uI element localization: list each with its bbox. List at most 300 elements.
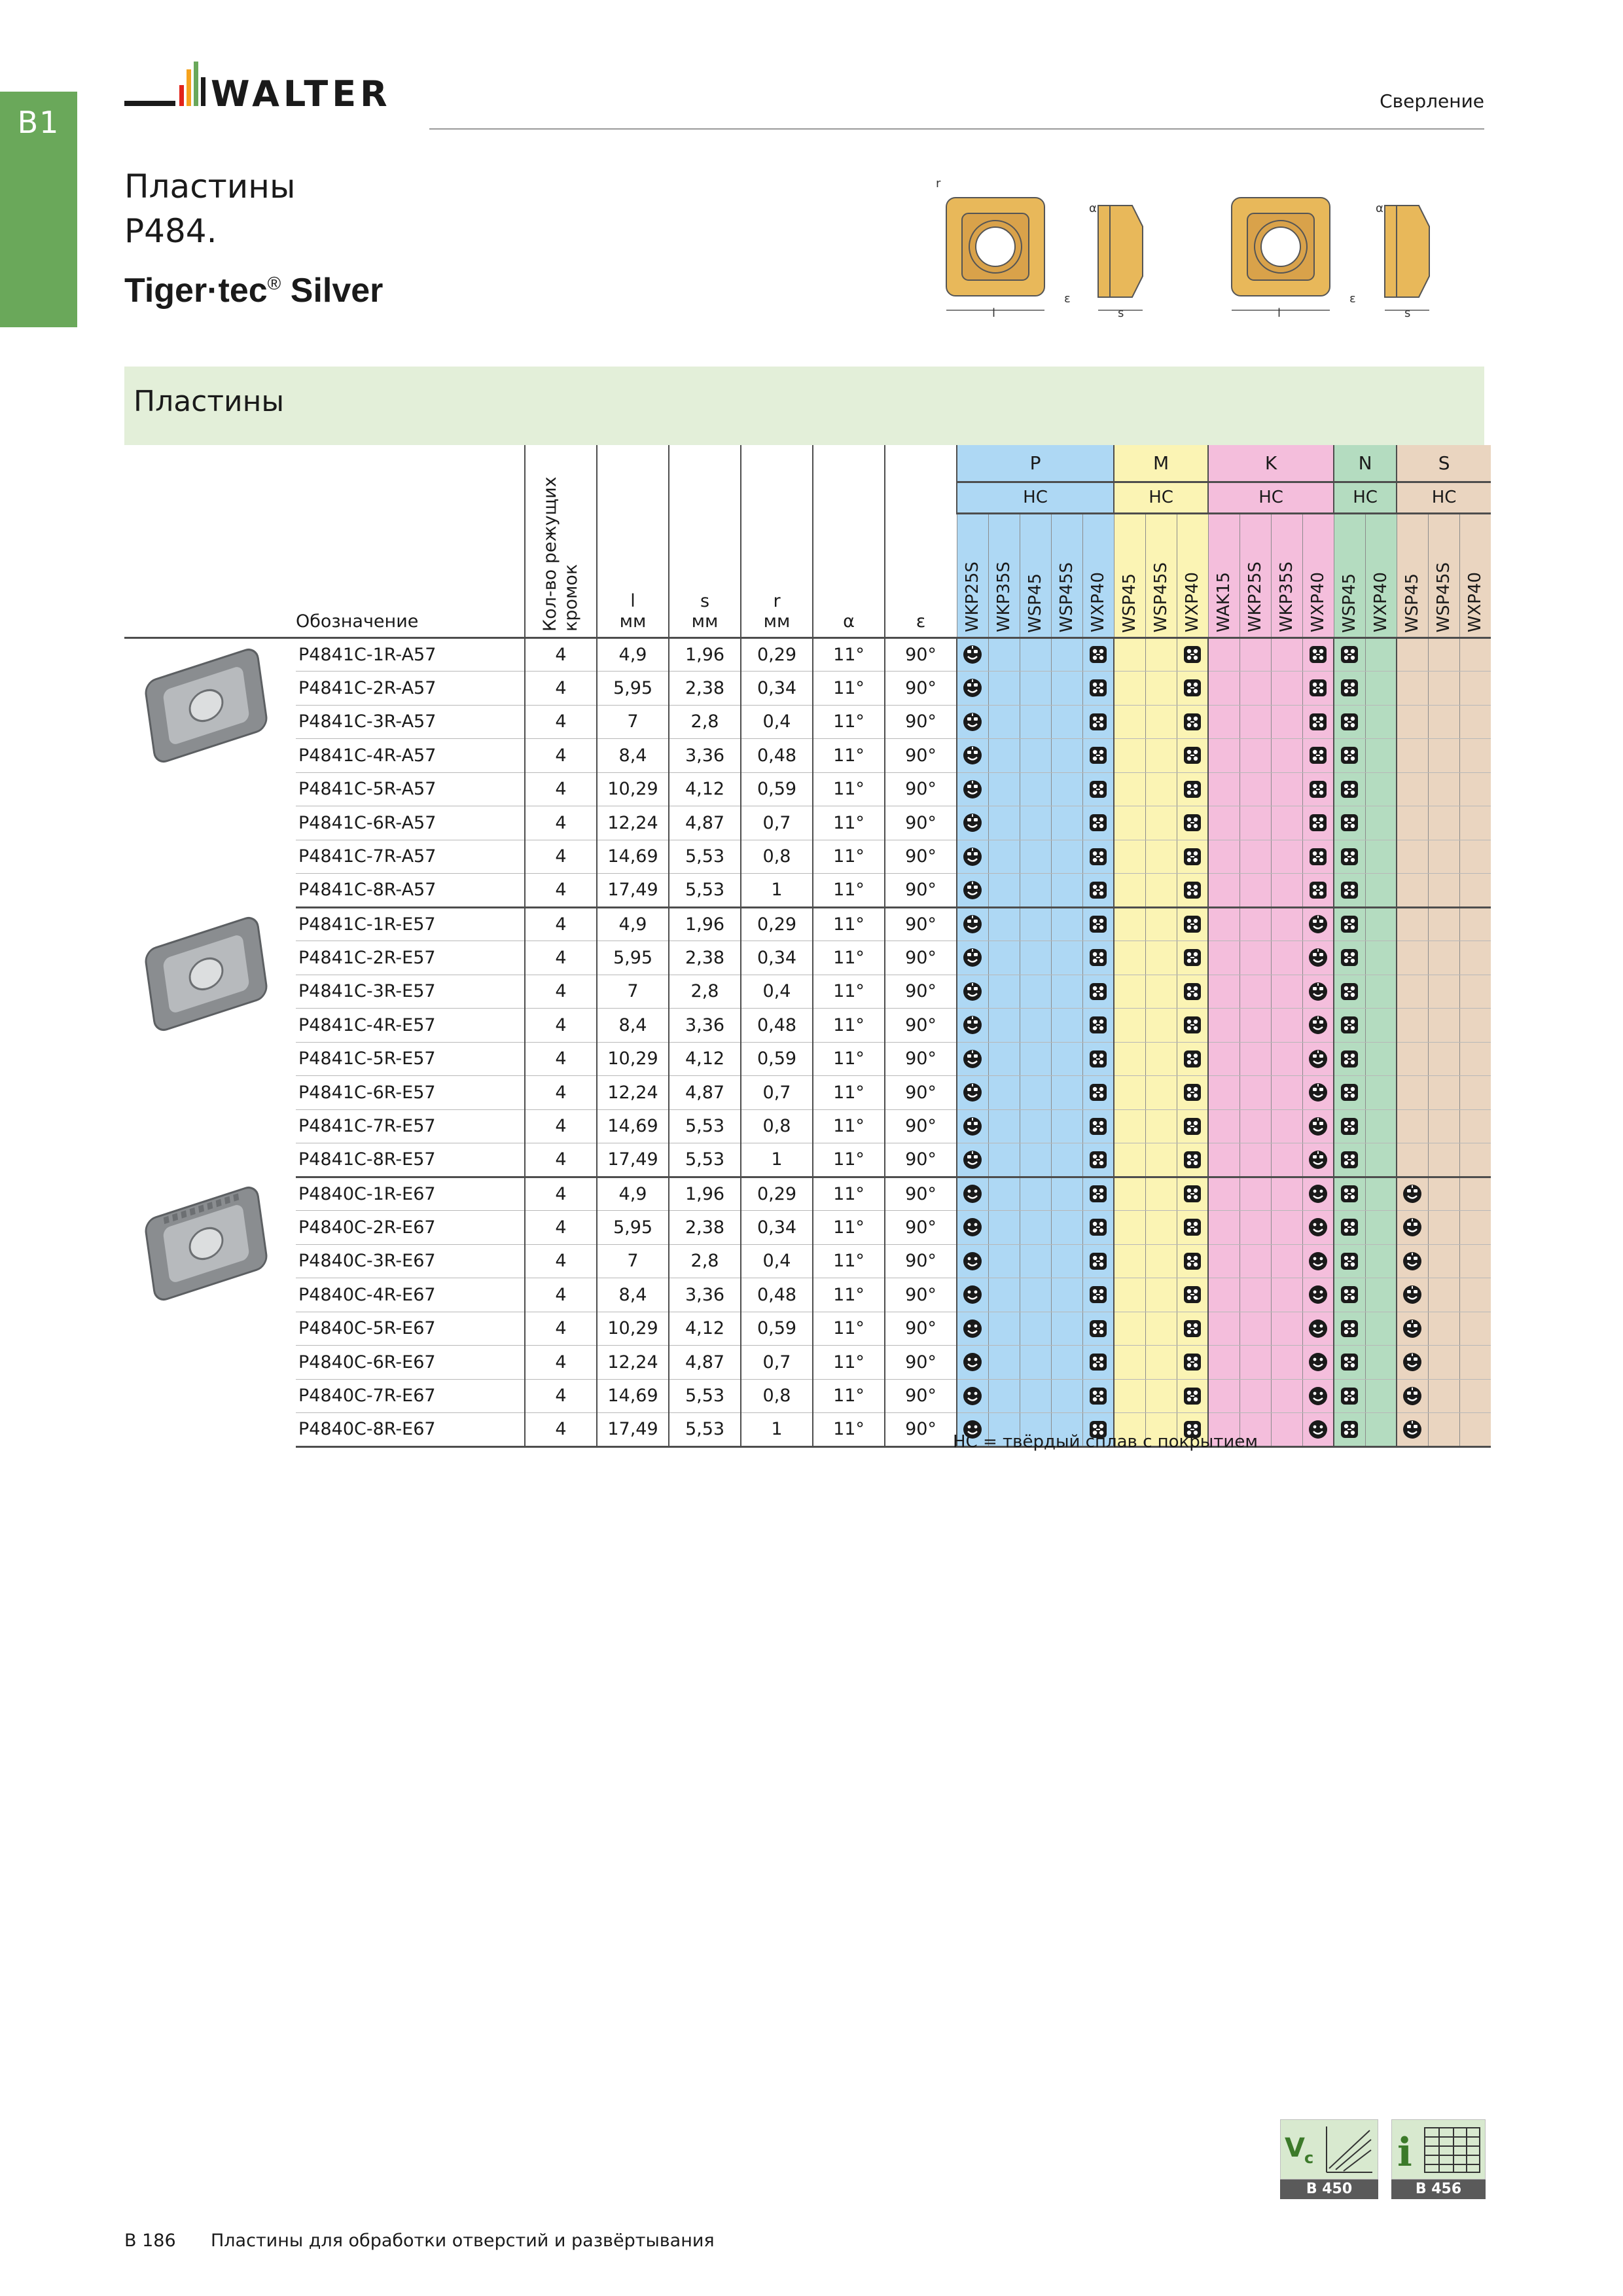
grade-cell-m-wsp45s xyxy=(1145,1177,1177,1211)
grade-cell-s-wxp40 xyxy=(1459,1076,1491,1110)
grade-cell-n-wsp45 xyxy=(1334,907,1365,941)
grade-cell-p-wxp40 xyxy=(1082,840,1114,874)
cell-edges: 4 xyxy=(525,637,597,672)
other-application-icon xyxy=(1181,1283,1204,1306)
grade-cell-m-wsp45s xyxy=(1145,1042,1177,1076)
grade-cell-k-wkp25s xyxy=(1240,772,1271,806)
cell-alpha: 11° xyxy=(813,975,885,1009)
secondary-application-icon xyxy=(961,1250,984,1272)
cell-alpha: 11° xyxy=(813,1042,885,1076)
grade-cell-p-wsp45 xyxy=(1020,739,1051,773)
other-application-icon xyxy=(1307,812,1329,834)
grade-cell-p-wxp40 xyxy=(1082,1312,1114,1346)
other-application-icon xyxy=(1181,1216,1204,1238)
cell-eps: 90° xyxy=(885,1042,957,1076)
grade-cell-p-wkp25s xyxy=(957,705,988,739)
table-row xyxy=(124,1312,1491,1346)
cell-edges: 4 xyxy=(525,1143,597,1177)
table-row xyxy=(124,1413,1491,1447)
other-application-icon xyxy=(1338,946,1361,969)
grade-cell-n-wxp40 xyxy=(1365,1413,1397,1447)
cell-s: 4,12 xyxy=(669,1042,741,1076)
cell-r: 1 xyxy=(741,874,813,908)
main-application-icon xyxy=(961,643,984,666)
grade-cell-p-wsp45s xyxy=(1051,1109,1082,1143)
cell-eps: 90° xyxy=(885,1312,957,1346)
cell-edges: 4 xyxy=(525,840,597,874)
grade-cell-k-wak15 xyxy=(1208,1177,1240,1211)
grade-cell-s-wsp45 xyxy=(1397,1244,1428,1278)
grade-cell-m-wsp45s xyxy=(1145,975,1177,1009)
grade-cell-p-wkp35s xyxy=(988,772,1020,806)
grade-cell-k-wkp25s xyxy=(1240,874,1271,908)
grade-cell-k-wxp40 xyxy=(1302,739,1334,773)
cell-eps: 90° xyxy=(885,1109,957,1143)
material-hc-k: HC xyxy=(1208,482,1334,513)
grade-cell-m-wxp40 xyxy=(1177,1009,1208,1043)
other-application-icon xyxy=(1338,677,1361,699)
grade-cell-n-wxp40 xyxy=(1365,1346,1397,1380)
grade-cell-k-wak15 xyxy=(1208,1076,1240,1110)
cell-l: 8,4 xyxy=(597,1278,669,1312)
cell-r: 0,4 xyxy=(741,705,813,739)
other-application-icon xyxy=(1087,913,1109,935)
other-application-icon xyxy=(1181,846,1204,868)
grade-cell-p-wkp25s xyxy=(957,975,988,1009)
main-application-icon xyxy=(1401,1283,1423,1306)
grade-cell-k-wkp25s xyxy=(1240,672,1271,706)
cell-alpha: 11° xyxy=(813,1177,885,1211)
table-row xyxy=(124,975,1491,1009)
grade-cell-k-wxp40 xyxy=(1302,637,1334,672)
grade-cell-m-wsp45 xyxy=(1114,1009,1145,1043)
cell-alpha: 11° xyxy=(813,772,885,806)
grade-cell-n-wxp40 xyxy=(1365,772,1397,806)
secondary-application-icon xyxy=(961,1318,984,1340)
cell-r: 1 xyxy=(741,1413,813,1447)
grade-cell-m-wxp40 xyxy=(1177,1042,1208,1076)
grade-cell-s-wsp45s xyxy=(1428,739,1459,773)
other-application-icon xyxy=(1338,711,1361,733)
grade-cell-p-wsp45s xyxy=(1051,1009,1082,1043)
grade-cell-p-wsp45 xyxy=(1020,806,1051,840)
grade-cell-k-wkp25s xyxy=(1240,739,1271,773)
grade-cell-m-wsp45 xyxy=(1114,1278,1145,1312)
grade-cell-k-wkp35s xyxy=(1271,1009,1302,1043)
grade-cell-p-wxp40 xyxy=(1082,907,1114,941)
grade-cell-m-wsp45 xyxy=(1114,1076,1145,1110)
cell-alpha: 11° xyxy=(813,1379,885,1413)
grade-cell-p-wsp45s xyxy=(1051,1379,1082,1413)
grade-cell-m-wsp45s xyxy=(1145,772,1177,806)
cell-l: 17,49 xyxy=(597,1413,669,1447)
material-hc-m: HC xyxy=(1114,482,1208,513)
grade-cell-s-wsp45s xyxy=(1428,1379,1459,1413)
cell-s: 2,38 xyxy=(669,1211,741,1245)
section-label: Сверление xyxy=(1380,90,1484,112)
grade-cell-k-wkp25s xyxy=(1240,806,1271,840)
grade-cell-s-wsp45 xyxy=(1397,941,1428,975)
cell-eps: 90° xyxy=(885,874,957,908)
info-reference[interactable] xyxy=(1391,2119,1486,2199)
grade-cell-p-wxp40 xyxy=(1082,1009,1114,1043)
secondary-application-icon xyxy=(961,1216,984,1238)
grade-cell-p-wsp45 xyxy=(1020,637,1051,672)
grade-cell-p-wkp35s xyxy=(988,840,1020,874)
cell-alpha: 11° xyxy=(813,1278,885,1312)
grade-cell-m-wxp40 xyxy=(1177,907,1208,941)
grade-cell-n-wxp40 xyxy=(1365,874,1397,908)
main-application-icon xyxy=(961,1115,984,1138)
header-r: r мм xyxy=(741,445,813,637)
grade-cell-k-wak15 xyxy=(1208,705,1240,739)
grade-cell-p-wsp45 xyxy=(1020,874,1051,908)
other-application-icon xyxy=(1181,677,1204,699)
grade-cell-n-wxp40 xyxy=(1365,1177,1397,1211)
grade-cell-n-wxp40 xyxy=(1365,806,1397,840)
cell-l: 5,95 xyxy=(597,672,669,706)
table-row xyxy=(124,739,1491,773)
cell-edges: 4 xyxy=(525,1042,597,1076)
grade-cell-m-wsp45 xyxy=(1114,1379,1145,1413)
other-application-icon xyxy=(1181,879,1204,901)
cell-l: 12,24 xyxy=(597,1346,669,1380)
other-application-icon xyxy=(1087,1250,1109,1272)
grade-cell-p-wkp25s xyxy=(957,1312,988,1346)
other-application-icon xyxy=(1338,1385,1361,1407)
cell-edges: 4 xyxy=(525,1413,597,1447)
grade-cell-k-wxp40 xyxy=(1302,975,1334,1009)
other-application-icon xyxy=(1338,1014,1361,1036)
other-application-icon xyxy=(1338,846,1361,868)
grade-cell-p-wsp45s xyxy=(1051,1278,1082,1312)
grade-cell-s-wsp45 xyxy=(1397,637,1428,672)
grade-cell-p-wkp25s xyxy=(957,1379,988,1413)
other-application-icon xyxy=(1307,744,1329,766)
grade-cell-k-wkp35s xyxy=(1271,1211,1302,1245)
grade-cell-s-wsp45s xyxy=(1428,1278,1459,1312)
grade-cell-n-wxp40 xyxy=(1365,1042,1397,1076)
grade-cell-p-wsp45s xyxy=(1051,1312,1082,1346)
grade-cell-m-wxp40 xyxy=(1177,1211,1208,1245)
cell-r: 0,29 xyxy=(741,1177,813,1211)
cell-edges: 4 xyxy=(525,975,597,1009)
grade-cell-s-wxp40 xyxy=(1459,874,1491,908)
cutting-data-reference[interactable] xyxy=(1280,2119,1378,2199)
grade-cell-k-wkp25s xyxy=(1240,1177,1271,1211)
grade-cell-k-wxp40 xyxy=(1302,874,1334,908)
grade-cell-n-wsp45 xyxy=(1334,1278,1365,1312)
material-group-k: K xyxy=(1208,445,1334,482)
grade-cell-p-wxp40 xyxy=(1082,975,1114,1009)
grade-cell-p-wxp40 xyxy=(1082,1143,1114,1177)
table-row xyxy=(124,1346,1491,1380)
grade-cell-p-wxp40 xyxy=(1082,772,1114,806)
main-application-icon xyxy=(1307,946,1329,969)
other-application-icon xyxy=(1181,1048,1204,1070)
other-application-icon xyxy=(1087,812,1109,834)
cell-s: 2,8 xyxy=(669,705,741,739)
grade-cell-p-wkp35s xyxy=(988,1042,1020,1076)
grade-cell-p-wkp35s xyxy=(988,705,1020,739)
cell-alpha: 11° xyxy=(813,806,885,840)
table-body xyxy=(124,637,1491,1446)
other-application-icon xyxy=(1087,1216,1109,1238)
grade-cell-s-wsp45 xyxy=(1397,1278,1428,1312)
grade-cell-k-wkp25s xyxy=(1240,1211,1271,1245)
grade-header-p-wkp35s: WKP35S xyxy=(988,513,1020,637)
inserts-table xyxy=(124,445,1491,1448)
cell-l: 14,69 xyxy=(597,840,669,874)
grade-cell-n-wxp40 xyxy=(1365,637,1397,672)
grade-cell-p-wkp25s xyxy=(957,1278,988,1312)
cell-r: 0,8 xyxy=(741,1379,813,1413)
svg-text:c: c xyxy=(1304,2149,1314,2167)
other-application-icon xyxy=(1181,643,1204,666)
main-application-icon xyxy=(961,711,984,733)
grade-cell-k-wak15 xyxy=(1208,1042,1240,1076)
cell-r: 0,29 xyxy=(741,637,813,672)
grade-cell-s-wxp40 xyxy=(1459,1211,1491,1245)
grade-cell-s-wsp45s xyxy=(1428,1346,1459,1380)
other-application-icon xyxy=(1087,711,1109,733)
grade-cell-s-wxp40 xyxy=(1459,672,1491,706)
grade-cell-k-wxp40 xyxy=(1302,1076,1334,1110)
grade-cell-p-wsp45s xyxy=(1051,1346,1082,1380)
grade-cell-p-wkp35s xyxy=(988,672,1020,706)
grade-cell-s-wxp40 xyxy=(1459,1346,1491,1380)
main-application-icon xyxy=(961,778,984,800)
cell-r: 0,4 xyxy=(741,975,813,1009)
secondary-application-icon xyxy=(961,1351,984,1373)
grade-cell-s-wsp45 xyxy=(1397,1042,1428,1076)
grade-cell-p-wkp35s xyxy=(988,1009,1020,1043)
grade-cell-m-wxp40 xyxy=(1177,672,1208,706)
grade-cell-m-wsp45 xyxy=(1114,772,1145,806)
material-group-n: N xyxy=(1334,445,1397,482)
cell-s: 4,12 xyxy=(669,1312,741,1346)
table-row xyxy=(124,907,1491,941)
grade-cell-s-wxp40 xyxy=(1459,739,1491,773)
cell-alpha: 11° xyxy=(813,1109,885,1143)
grade-cell-n-wxp40 xyxy=(1365,1244,1397,1278)
grade-cell-p-wxp40 xyxy=(1082,1076,1114,1110)
table-row xyxy=(124,941,1491,975)
cell-designation: P4841C-2R-E57 xyxy=(296,941,525,975)
grade-cell-m-wsp45s xyxy=(1145,874,1177,908)
table-row xyxy=(124,1244,1491,1278)
header-divider xyxy=(429,128,1484,130)
grade-cell-p-wkp35s xyxy=(988,806,1020,840)
grade-header-m-wsp45: WSP45 xyxy=(1114,513,1145,637)
cell-designation: P4841C-5R-A57 xyxy=(296,772,525,806)
grade-cell-n-wsp45 xyxy=(1334,941,1365,975)
cell-eps: 90° xyxy=(885,840,957,874)
cell-l: 10,29 xyxy=(597,1312,669,1346)
cell-edges: 4 xyxy=(525,941,597,975)
grade-cell-s-wsp45 xyxy=(1397,672,1428,706)
cell-s: 5,53 xyxy=(669,1379,741,1413)
main-application-icon xyxy=(961,744,984,766)
grade-cell-m-wsp45 xyxy=(1114,1346,1145,1380)
cell-r: 0,59 xyxy=(741,1312,813,1346)
cell-designation: P4841C-1R-A57 xyxy=(296,637,525,672)
grade-cell-m-wxp40 xyxy=(1177,1143,1208,1177)
table-row xyxy=(124,1042,1491,1076)
grade-cell-m-wsp45s xyxy=(1145,1211,1177,1245)
other-application-icon xyxy=(1338,1250,1361,1272)
grade-cell-k-wkp35s xyxy=(1271,1312,1302,1346)
grade-cell-p-wxp40 xyxy=(1082,637,1114,672)
header-designation: Обозначение xyxy=(296,445,525,637)
material-group-m: M xyxy=(1114,445,1208,482)
hc-footnote: HC = твёрдый сплав с покрытием xyxy=(953,1432,1258,1452)
grade-cell-s-wsp45s xyxy=(1428,874,1459,908)
grade-cell-m-wxp40 xyxy=(1177,1312,1208,1346)
cell-edges: 4 xyxy=(525,907,597,941)
other-application-icon xyxy=(1338,643,1361,666)
grade-cell-n-wxp40 xyxy=(1365,1009,1397,1043)
grade-cell-k-wak15 xyxy=(1208,1143,1240,1177)
other-application-icon xyxy=(1087,778,1109,800)
grade-cell-s-wxp40 xyxy=(1459,1009,1491,1043)
grade-cell-p-wkp25s xyxy=(957,941,988,975)
grade-cell-k-wxp40 xyxy=(1302,1143,1334,1177)
grade-cell-m-wsp45s xyxy=(1145,1346,1177,1380)
cell-edges: 4 xyxy=(525,1244,597,1278)
grade-cell-p-wsp45s xyxy=(1051,672,1082,706)
insert-photo-icon xyxy=(124,1183,288,1301)
other-application-icon xyxy=(1181,1318,1204,1340)
grade-cell-m-wsp45s xyxy=(1145,739,1177,773)
grade-cell-k-wkp25s xyxy=(1240,705,1271,739)
cell-edges: 4 xyxy=(525,772,597,806)
secondary-application-icon xyxy=(1307,1216,1329,1238)
grade-cell-p-wxp40 xyxy=(1082,672,1114,706)
grade-cell-p-wkp25s xyxy=(957,672,988,706)
grade-cell-n-wxp40 xyxy=(1365,975,1397,1009)
grade-cell-n-wsp45 xyxy=(1334,1413,1365,1447)
cell-eps: 90° xyxy=(885,1143,957,1177)
svg-text:i: i xyxy=(1397,2130,1412,2176)
main-application-icon xyxy=(1307,1048,1329,1070)
grade-cell-n-wxp40 xyxy=(1365,739,1397,773)
grade-cell-p-wsp45s xyxy=(1051,1177,1082,1211)
grade-cell-k-wxp40 xyxy=(1302,1042,1334,1076)
grade-cell-m-wxp40 xyxy=(1177,941,1208,975)
grade-cell-s-wsp45s xyxy=(1428,806,1459,840)
table-header xyxy=(124,445,1491,637)
cell-eps: 90° xyxy=(885,705,957,739)
grade-cell-k-wxp40 xyxy=(1302,941,1334,975)
grade-cell-m-wsp45 xyxy=(1114,1211,1145,1245)
grade-cell-p-wkp35s xyxy=(988,907,1020,941)
other-application-icon xyxy=(1307,846,1329,868)
main-application-icon xyxy=(1307,980,1329,1003)
grade-cell-p-wkp35s xyxy=(988,1143,1020,1177)
other-application-icon xyxy=(1307,677,1329,699)
cutting-data-icon xyxy=(1281,2120,1378,2179)
grade-cell-s-wsp45 xyxy=(1397,1143,1428,1177)
cell-edges: 4 xyxy=(525,1109,597,1143)
grade-cell-k-wxp40 xyxy=(1302,1009,1334,1043)
grade-cell-k-wkp25s xyxy=(1240,1244,1271,1278)
cell-alpha: 11° xyxy=(813,907,885,941)
grade-header-m-wsp45s: WSP45S xyxy=(1145,513,1177,637)
cell-s: 1,96 xyxy=(669,1177,741,1211)
cell-eps: 90° xyxy=(885,1244,957,1278)
grade-cell-p-wkp35s xyxy=(988,1244,1020,1278)
grade-cell-p-wsp45s xyxy=(1051,1244,1082,1278)
grade-cell-m-wsp45s xyxy=(1145,1076,1177,1110)
grade-cell-n-wsp45 xyxy=(1334,1177,1365,1211)
grade-cell-p-wkp35s xyxy=(988,1076,1020,1110)
cell-designation: P4841C-8R-A57 xyxy=(296,874,525,908)
grade-cell-p-wsp45s xyxy=(1051,806,1082,840)
cell-designation: P4840C-2R-E67 xyxy=(296,1211,525,1245)
grade-cell-s-wsp45 xyxy=(1397,907,1428,941)
svg-text:α: α xyxy=(1376,202,1383,215)
cell-s: 5,53 xyxy=(669,1413,741,1447)
grade-cell-m-wsp45s xyxy=(1145,1143,1177,1177)
grade-cell-s-wsp45 xyxy=(1397,772,1428,806)
grade-header-k-wkp35s: WKP35S xyxy=(1271,513,1302,637)
table-row xyxy=(124,1278,1491,1312)
grade-cell-k-wak15 xyxy=(1208,975,1240,1009)
cell-l: 17,49 xyxy=(597,874,669,908)
other-application-icon xyxy=(1087,1385,1109,1407)
grade-cell-s-wsp45s xyxy=(1428,1009,1459,1043)
grade-cell-p-wxp40 xyxy=(1082,806,1114,840)
grade-cell-k-wkp25s xyxy=(1240,941,1271,975)
cell-l: 10,29 xyxy=(597,1042,669,1076)
grade-cell-n-wxp40 xyxy=(1365,1076,1397,1110)
other-application-icon xyxy=(1181,980,1204,1003)
other-application-icon xyxy=(1181,778,1204,800)
grade-cell-p-wkp25s xyxy=(957,1076,988,1110)
grade-cell-m-wsp45s xyxy=(1145,840,1177,874)
grade-cell-p-wkp35s xyxy=(988,1379,1020,1413)
grade-cell-s-wxp40 xyxy=(1459,1143,1491,1177)
cell-edges: 4 xyxy=(525,1312,597,1346)
grade-cell-k-wxp40 xyxy=(1302,1244,1334,1278)
grade-cell-p-wkp35s xyxy=(988,637,1020,672)
grade-cell-p-wkp25s xyxy=(957,739,988,773)
other-application-icon xyxy=(1087,846,1109,868)
material-group-s: S xyxy=(1397,445,1491,482)
page-title: Пластины xyxy=(124,168,296,206)
cell-s: 3,36 xyxy=(669,739,741,773)
grade-cell-k-wkp25s xyxy=(1240,1143,1271,1177)
cell-r: 0,8 xyxy=(741,840,813,874)
secondary-application-icon xyxy=(1307,1351,1329,1373)
grade-cell-m-wsp45s xyxy=(1145,1379,1177,1413)
grade-header-n-wsp45: WSP45 xyxy=(1334,513,1365,637)
other-application-icon xyxy=(1087,1014,1109,1036)
main-application-icon xyxy=(961,1014,984,1036)
cell-l: 12,24 xyxy=(597,806,669,840)
grade-cell-m-wsp45 xyxy=(1114,907,1145,941)
other-application-icon xyxy=(1338,1351,1361,1373)
main-application-icon xyxy=(1401,1216,1423,1238)
other-application-icon xyxy=(1338,1081,1361,1103)
grade-cell-m-wxp40 xyxy=(1177,637,1208,672)
cell-r: 0,34 xyxy=(741,941,813,975)
other-application-icon xyxy=(1087,1048,1109,1070)
cell-eps: 90° xyxy=(885,1346,957,1380)
cell-designation: P4841C-6R-A57 xyxy=(296,806,525,840)
cell-l: 5,95 xyxy=(597,941,669,975)
